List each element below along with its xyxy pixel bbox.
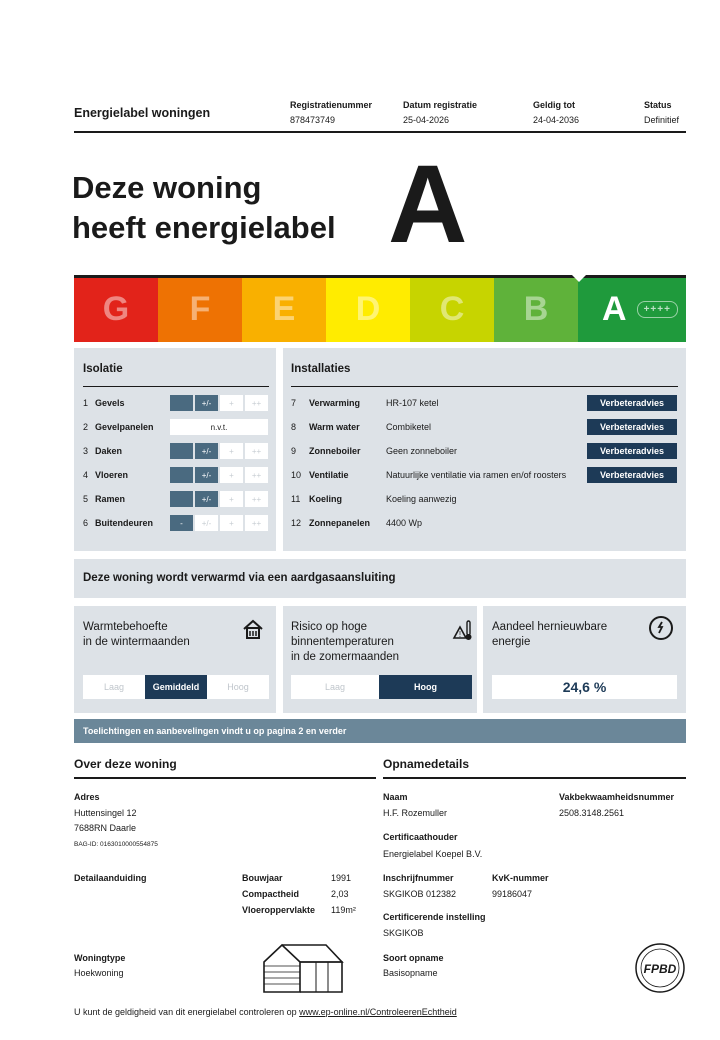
kvk-value: 99186047 — [492, 889, 533, 899]
vloeroppervlakte-value: 119m² — [331, 905, 356, 915]
certificaathouder-value: Energielabel Koepel B.V. — [383, 849, 483, 859]
verbeteradvies-button[interactable]: Verbeteradvies — [587, 395, 677, 411]
hernieuwbaar-title: Aandeel hernieuwbare energie — [492, 621, 608, 648]
over-title: Over deze woning — [74, 757, 177, 771]
isolatie-rating: +/- + ++ — [170, 491, 268, 507]
kvk-label: KvK-nummer — [492, 873, 549, 883]
bouwjaar-value: 1991 — [331, 873, 352, 883]
scale-pointer-icon — [570, 273, 588, 282]
detail-label: Detailaanduiding — [74, 873, 147, 883]
scale-class-g: G — [74, 277, 158, 342]
document-title: Energielabel woningen — [74, 106, 211, 120]
isolatie-row-vloeren: 4 Vloeren — [83, 470, 129, 480]
compactheid-label: Compactheid — [242, 889, 300, 899]
heating-panel — [74, 559, 686, 598]
isolatie-rating: n.v.t. — [170, 419, 268, 435]
warmte-title: Warmtebehoefte in de wintermaanden — [83, 621, 190, 648]
woningtype-label: Woningtype — [74, 953, 126, 963]
isolatie-rating: +/- + ++ — [170, 395, 268, 411]
instelling-value: SKGIKOB — [383, 928, 424, 938]
renewable-energy-icon — [647, 614, 675, 642]
installatie-row: 9 Zonneboiler — [291, 446, 361, 456]
naam-value: H.F. Rozemuller — [383, 808, 448, 818]
registratienummer: Registratienummer 878473749 — [290, 100, 373, 125]
status: Status Definitief — [644, 100, 680, 125]
isolatie-row-gevelpanelen: 2 Gevelpanelen — [83, 422, 154, 432]
house-type-icon — [262, 942, 346, 994]
installatie-row: 11 Koeling — [291, 494, 342, 504]
isolatie-rating: +/- + ++ — [170, 467, 268, 483]
isolatie-row-gevels: 1 Gevels — [83, 398, 125, 408]
risico-option-laag: Laag — [291, 675, 379, 699]
compactheid-value: 2,03 — [331, 889, 349, 899]
warmte-selector — [83, 675, 269, 699]
header-divider — [74, 131, 686, 133]
installatie-row: 10 Ventilatie — [291, 470, 349, 480]
hernieuwbaar-panel — [483, 606, 686, 713]
risico-option-hoog: Hoog — [379, 675, 472, 699]
energy-scale — [74, 277, 686, 342]
hernieuwbaar-value: 24,6 % — [492, 675, 677, 699]
instelling-label: Certificerende instelling — [383, 912, 486, 922]
heating-text: Deze woning wordt verwarmd via een aardgasaansluiting — [83, 572, 396, 584]
scale-top-line — [74, 275, 686, 278]
isolatie-row-daken: 3 Daken — [83, 446, 123, 456]
temperature-warning-icon — [451, 618, 473, 642]
fpbd-seal-icon — [634, 942, 686, 994]
soort-opname-label: Soort opname — [383, 953, 444, 963]
risico-selector — [291, 675, 472, 699]
geldig-tot: Geldig tot 24-04-2036 — [533, 100, 580, 125]
soort-opname-value: Basisopname — [383, 968, 438, 978]
svg-text:!: ! — [458, 630, 462, 639]
scale-class-d: D — [326, 277, 410, 342]
inschrijfnummer-value: SKGIKOB 012382 — [383, 889, 457, 899]
adres-line2: 7688RN Daarle — [74, 823, 137, 833]
scale-class-f: F — [158, 277, 242, 342]
bouwjaar-label: Bouwjaar — [242, 873, 283, 883]
plus-indicator: ++++ — [637, 301, 678, 318]
risico-title: Risico op hoge binnentemperaturen in de zomermaanden — [291, 621, 400, 663]
verbeteradvies-button[interactable]: Verbeteradvies — [587, 419, 677, 435]
adres-label: Adres — [74, 792, 100, 802]
toelichting-banner: Toelichtingen en aanbevelingen vindt u op pagina 2 en verder — [74, 719, 686, 743]
installatie-value: Natuurlijke ventilatie via ramen en/of roosters — [386, 470, 567, 480]
controle-link[interactable]: www.ep-online.nl/ControleerenEchtheid — [299, 1007, 457, 1017]
naam-label: Naam — [383, 792, 408, 802]
installatie-value: Geen zonneboiler — [386, 446, 458, 456]
woningtype-value: Hoekwoning — [74, 968, 124, 978]
energy-label-letter: A — [388, 143, 468, 266]
scale-class-b: B — [494, 277, 578, 342]
vakbekwaamheid-value: 2508.3148.2561 — [559, 808, 625, 818]
scale-class-c: C — [410, 277, 494, 342]
scale-class-a: A ++++ — [578, 277, 686, 342]
headline: Deze woning heeft energielabel — [72, 170, 336, 245]
footer-text: U kunt de geldigheid van dit energielabel controleren op www.ep-online.nl/ControleerenEchtheid — [74, 1007, 457, 1017]
warmte-option-gemiddeld: Gemiddeld — [145, 675, 207, 699]
verbeteradvies-button[interactable]: Verbeteradvies — [587, 443, 677, 459]
opname-title: Opnamedetails — [383, 757, 470, 771]
svg-text:FPBD: FPBD — [643, 962, 677, 976]
isolatie-title: Isolatie — [83, 363, 123, 375]
datum-registratie: Datum registratie 25-04-2026 — [403, 100, 478, 125]
warmte-option-laag: Laag — [83, 675, 145, 699]
certificaathouder-label: Certificaathouder — [383, 832, 458, 842]
installatie-row: 7 Verwarming — [291, 398, 361, 408]
installatie-value: 4400 Wp — [386, 518, 423, 528]
house-heat-icon — [242, 618, 264, 640]
warmte-option-hoog: Hoog — [207, 675, 269, 699]
verbeteradvies-button[interactable]: Verbeteradvies — [587, 467, 677, 483]
installatie-value: Combiketel — [386, 422, 432, 432]
isolatie-rating: +/- + ++ — [170, 443, 268, 459]
installatie-row: 12 Zonnepanelen — [291, 518, 371, 528]
bag-id: BAG-ID: 0163010000554875 — [74, 841, 158, 848]
installatie-value: HR-107 ketel — [386, 398, 439, 408]
installatie-value: Koeling aanwezig — [386, 494, 457, 504]
inschrijfnummer-label: Inschrijfnummer — [383, 873, 454, 883]
isolatie-row-buitendeuren: 6 Buitendeuren — [83, 518, 154, 528]
installaties-title: Installaties — [291, 363, 351, 375]
scale-class-e: E — [242, 277, 326, 342]
vloeroppervlakte-label: Vloeroppervlakte — [242, 905, 316, 915]
vakbekwaamheid-label: Vakbekwaamheidsnummer — [559, 792, 675, 802]
adres-line1: Huttensingel 12 — [74, 808, 137, 818]
isolatie-rating: - +/- + ++ — [170, 515, 268, 531]
isolatie-row-ramen: 5 Ramen — [83, 494, 126, 504]
installatie-row: 8 Warm water — [291, 422, 360, 432]
